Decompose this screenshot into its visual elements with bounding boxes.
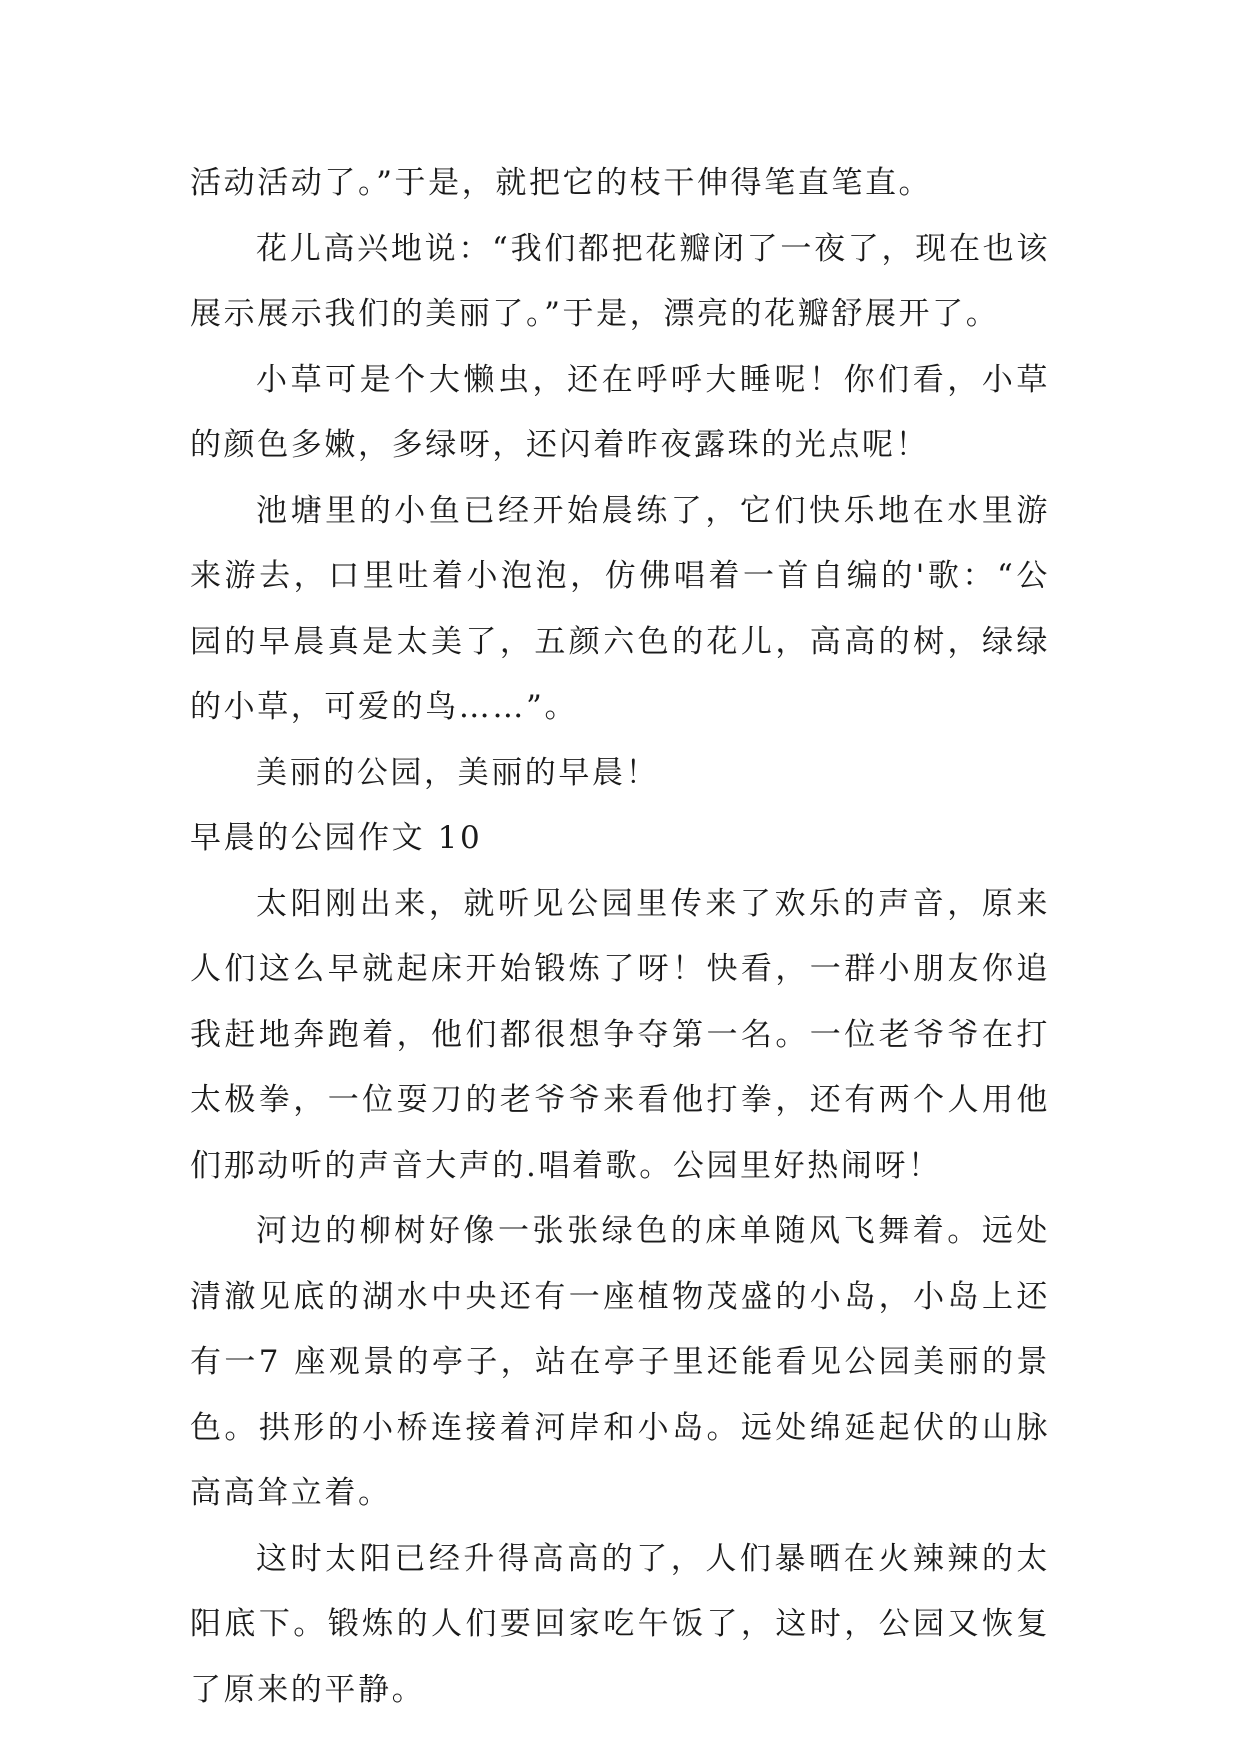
paragraph-2: 花儿高兴地说：“我们都把花瓣闭了一夜了，现在也该展示展示我们的美丽了。”于是，漂亮的花瓣舒展开了。 — [190, 230, 1050, 332]
paragraph-5: 美丽的公园，美丽的早晨！ — [256, 754, 660, 791]
paragraph-6: 太阳刚出来，就听见公园里传来了欢乐的声音，原来人们这么早就起床开始锻炼了呀！快看，一群小朋友你追我赶地奔跑着，他们都很想争夺第一名。一位老爷爷在打太极拳，一位耍刀的老爷爷来看他打拳，还有两个人用他们那动听的声音大声的.唱着歌。公园里好热闹呀！ — [190, 885, 1050, 1184]
paragraph-4: 池塘里的小鱼已经开始晨练了，它们快乐地在水里游来游去，口里吐着小泡泡，仿佛唱着一首自编的'歌：“公园的早晨真是太美了，五颜六色的花儿，高高的树，绿绿的小草，可爱的鸟……”。 — [190, 492, 1050, 725]
paragraph-3: 小草可是个大懒虫，还在呼呼大睡呢！你们看，小草的颜色多嫩，多绿呀，还闪着昨夜露珠的光点呢！ — [190, 361, 1050, 463]
paragraph-1: 活动活动了。”于是，就把它的枝干伸得笔直笔直。 — [190, 165, 933, 201]
section-heading: 早晨的公园作文 10 — [190, 820, 483, 856]
paragraph-8: 这时太阳已经升得高高的了，人们暴晒在火辣辣的太阳底下。锻炼的人们要回家吃午饭了，这时，公园又恢复了原来的平静。 — [190, 1540, 1050, 1708]
document-body — [190, 151, 1050, 1723]
paragraph-7: 河边的柳树好像一张张绿色的床单随风飞舞着。远处清澈见底的湖水中央还有一座植物茂盛的小岛，小岛上还有一7 座观景的亭子，站在亭子里还能看见公园美丽的景色。拱形的小桥连接着河岸和小岛。远处绵延起伏的山脉高高耸立着。 — [190, 1213, 1050, 1511]
